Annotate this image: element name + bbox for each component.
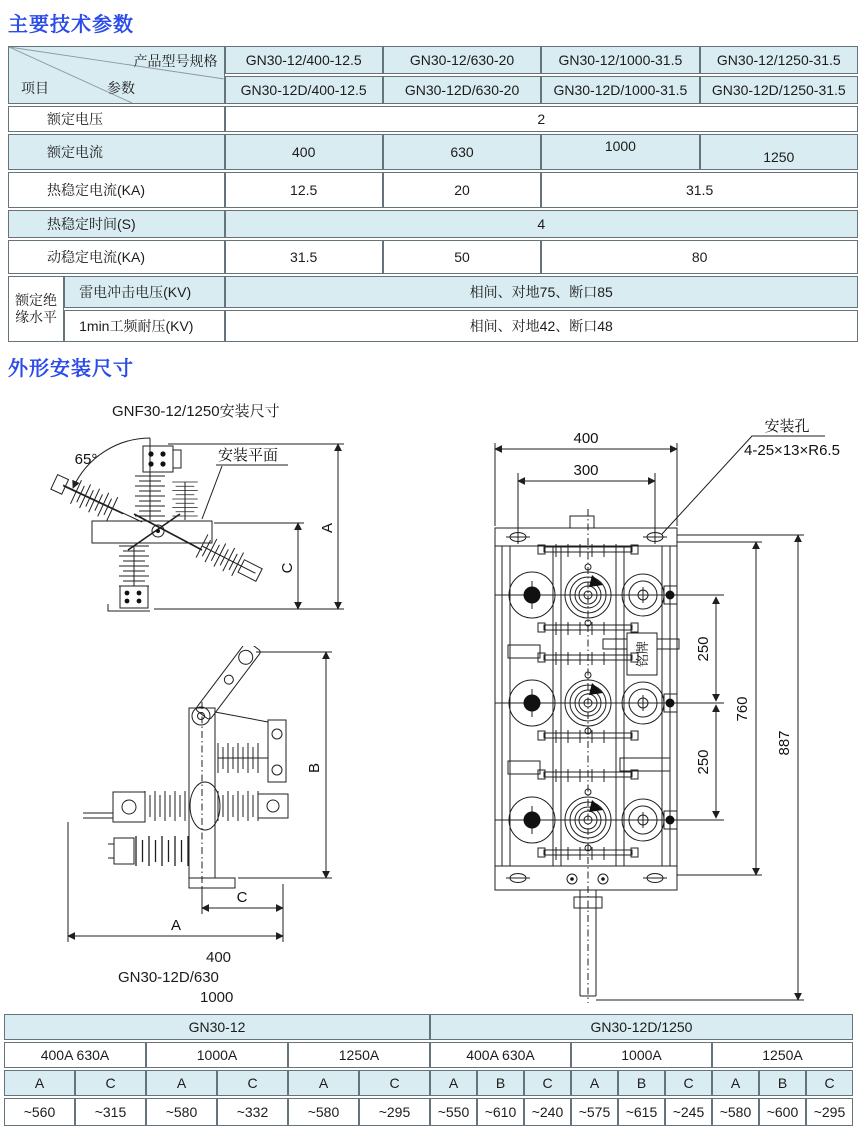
nameplate-label: 铭牌 xyxy=(635,640,650,668)
dim-250-label: 250 xyxy=(695,749,712,775)
dim-group: 1000A xyxy=(571,1042,712,1068)
lower-view-notes xyxy=(58,948,318,1008)
dim-col-header: A xyxy=(712,1070,759,1096)
dim-col-header: A xyxy=(430,1070,477,1096)
corner-label-parameter: 参数 xyxy=(107,80,135,96)
dim-col-header: C xyxy=(665,1070,712,1096)
spec-row-power-freq xyxy=(8,310,858,342)
spec-value: 31.5 xyxy=(541,172,858,208)
dimension-table xyxy=(4,1012,853,1128)
dim-250-label: 250 xyxy=(695,636,712,662)
dim-col-header: B xyxy=(618,1070,665,1096)
dim-group: 400A 630A xyxy=(4,1042,146,1068)
spec-value: 4 xyxy=(225,210,859,238)
spec-row-thermal-time xyxy=(8,210,858,238)
spec-table xyxy=(8,44,858,344)
dim-value: ~600 xyxy=(759,1098,806,1126)
spec-value: 12.5 xyxy=(225,172,383,208)
dim-col-header: C xyxy=(524,1070,571,1096)
row-label: 热稳定电流(KA) xyxy=(8,172,225,208)
spec-model-row-1 xyxy=(8,46,858,74)
front-view-drawing xyxy=(440,413,867,1010)
insulation-group-label: 额定绝缘水平 xyxy=(8,276,64,342)
phase-row xyxy=(495,564,677,626)
spec-model-cell: GN30-12/630-20 xyxy=(383,46,541,74)
dim-group-row xyxy=(4,1042,853,1068)
dim-887-label: 887 xyxy=(776,730,793,756)
spec-value: 31.5 xyxy=(225,240,383,274)
dim-col-header: C xyxy=(217,1070,288,1096)
dim-value: ~580 xyxy=(288,1098,359,1126)
spec-row-thermal-current xyxy=(8,172,858,208)
side-lower-dimensions xyxy=(68,652,332,942)
side-view-lower-drawing xyxy=(58,646,358,944)
dim-col-header: A xyxy=(4,1070,75,1096)
spec-value: 20 xyxy=(383,172,541,208)
dim-value: ~550 xyxy=(430,1098,477,1126)
spec-value: 1000 xyxy=(541,134,699,170)
mounting-hole-spec: 4-25×13×R6.5 xyxy=(744,442,840,459)
dim-header-row xyxy=(4,1070,853,1096)
note-line: 1000 xyxy=(200,989,234,1006)
spec-model-cell: GN30-12/1000-31.5 xyxy=(541,46,699,74)
dim-b-label: B xyxy=(306,762,323,774)
spec-value: 80 xyxy=(541,240,858,274)
spec-row-impulse xyxy=(8,276,858,308)
dim-value: ~575 xyxy=(571,1098,618,1126)
dim-col-header: B xyxy=(477,1070,524,1096)
row-label: 1min工频耐压(KV) xyxy=(64,310,224,342)
spec-value: 630 xyxy=(383,134,541,170)
phase-rows xyxy=(495,544,679,860)
side-upper-dimensions xyxy=(75,444,344,609)
dim-a-label: A xyxy=(319,522,336,534)
dim-col-header: C xyxy=(806,1070,853,1096)
corner-label-model: 产品型号规格 xyxy=(133,53,218,69)
side-view-upper-drawing xyxy=(50,428,410,628)
dim-value: ~315 xyxy=(75,1098,146,1126)
spec-row-dynamic-current xyxy=(8,240,858,274)
spec-model-cell: GN30-12D/400-12.5 xyxy=(225,76,383,104)
spec-model-cell: GN30-12/1250-31.5 xyxy=(700,46,858,74)
phase-row xyxy=(495,672,677,734)
phase-row xyxy=(495,789,677,851)
dim-400-label: 400 xyxy=(573,430,599,447)
dim-col-header: B xyxy=(759,1070,806,1096)
spec-value: 2 xyxy=(225,106,859,132)
dim-value: ~332 xyxy=(217,1098,288,1126)
mounting-plane-label: 安装平面 xyxy=(218,447,279,464)
dim-title-row xyxy=(4,1014,853,1040)
mounting-hole-label: 安装孔 xyxy=(764,418,810,435)
dim-value: ~295 xyxy=(806,1098,853,1126)
drawing-caption: GNF30-12/1250安装尺寸 xyxy=(112,403,280,420)
dim-value: ~245 xyxy=(665,1098,712,1126)
dim-series-title: GN30-12 xyxy=(4,1014,430,1040)
spec-model-cell: GN30-12D/630-20 xyxy=(383,76,541,104)
spec-corner-cell xyxy=(8,46,225,104)
dim-value: ~610 xyxy=(477,1098,524,1126)
dim-col-header: C xyxy=(359,1070,430,1096)
dim-760-label: 760 xyxy=(734,696,751,722)
note-line: GN30-12D/630 xyxy=(118,969,219,986)
spec-value: 相间、对地42、断口48 xyxy=(225,310,859,342)
spec-value: 400 xyxy=(225,134,383,170)
dim-series-title: GN30-12D/1250 xyxy=(430,1014,853,1040)
spec-value: 50 xyxy=(383,240,541,274)
dim-a-label: A xyxy=(170,917,182,934)
front-view-dimensions xyxy=(495,417,840,1000)
dim-value: ~580 xyxy=(712,1098,759,1126)
dim-value: ~240 xyxy=(524,1098,571,1126)
corner-label-item: 项目 xyxy=(21,80,49,96)
dim-group: 1250A xyxy=(712,1042,853,1068)
angle-label: 65° xyxy=(74,451,98,468)
dim-value: ~560 xyxy=(4,1098,75,1126)
dim-c-label: C xyxy=(236,889,248,906)
section-title-parameters: 主要技术参数 xyxy=(8,14,134,36)
nameplate xyxy=(603,633,679,675)
spec-value: 相间、对地75、断口85 xyxy=(225,276,859,308)
dim-c-label: C xyxy=(279,562,296,574)
note-line: 400 xyxy=(206,949,232,966)
dim-group: 1250A xyxy=(288,1042,430,1068)
dim-value: ~615 xyxy=(618,1098,665,1126)
spec-row-rated-voltage xyxy=(8,106,858,132)
spec-model-cell: GN30-12/400-12.5 xyxy=(225,46,383,74)
row-label: 动稳定电流(KA) xyxy=(8,240,225,274)
dim-value: ~580 xyxy=(146,1098,217,1126)
dim-value-row xyxy=(4,1098,853,1126)
dim-300-label: 300 xyxy=(573,462,599,479)
dim-group: 400A 630A xyxy=(430,1042,571,1068)
dim-col-header: C xyxy=(75,1070,146,1096)
row-label: 雷电冲击电压(KV) xyxy=(64,276,224,308)
spec-model-cell: GN30-12D/1250-31.5 xyxy=(700,76,858,104)
row-label: 额定电流 xyxy=(8,134,225,170)
row-label: 热稳定时间(S) xyxy=(8,210,225,238)
dim-col-header: A xyxy=(288,1070,359,1096)
dim-value: ~295 xyxy=(359,1098,430,1126)
dim-group: 1000A xyxy=(146,1042,288,1068)
apparatus-outline xyxy=(83,646,288,888)
spec-value: 1250 xyxy=(700,134,858,170)
section-title-dimensions: 外形安装尺寸 xyxy=(8,358,134,380)
dim-col-header: A xyxy=(571,1070,618,1096)
row-label: 额定电压 xyxy=(8,106,225,132)
spec-row-rated-current xyxy=(8,134,858,170)
spec-model-cell: GN30-12D/1000-31.5 xyxy=(541,76,699,104)
dim-col-header: A xyxy=(146,1070,217,1096)
